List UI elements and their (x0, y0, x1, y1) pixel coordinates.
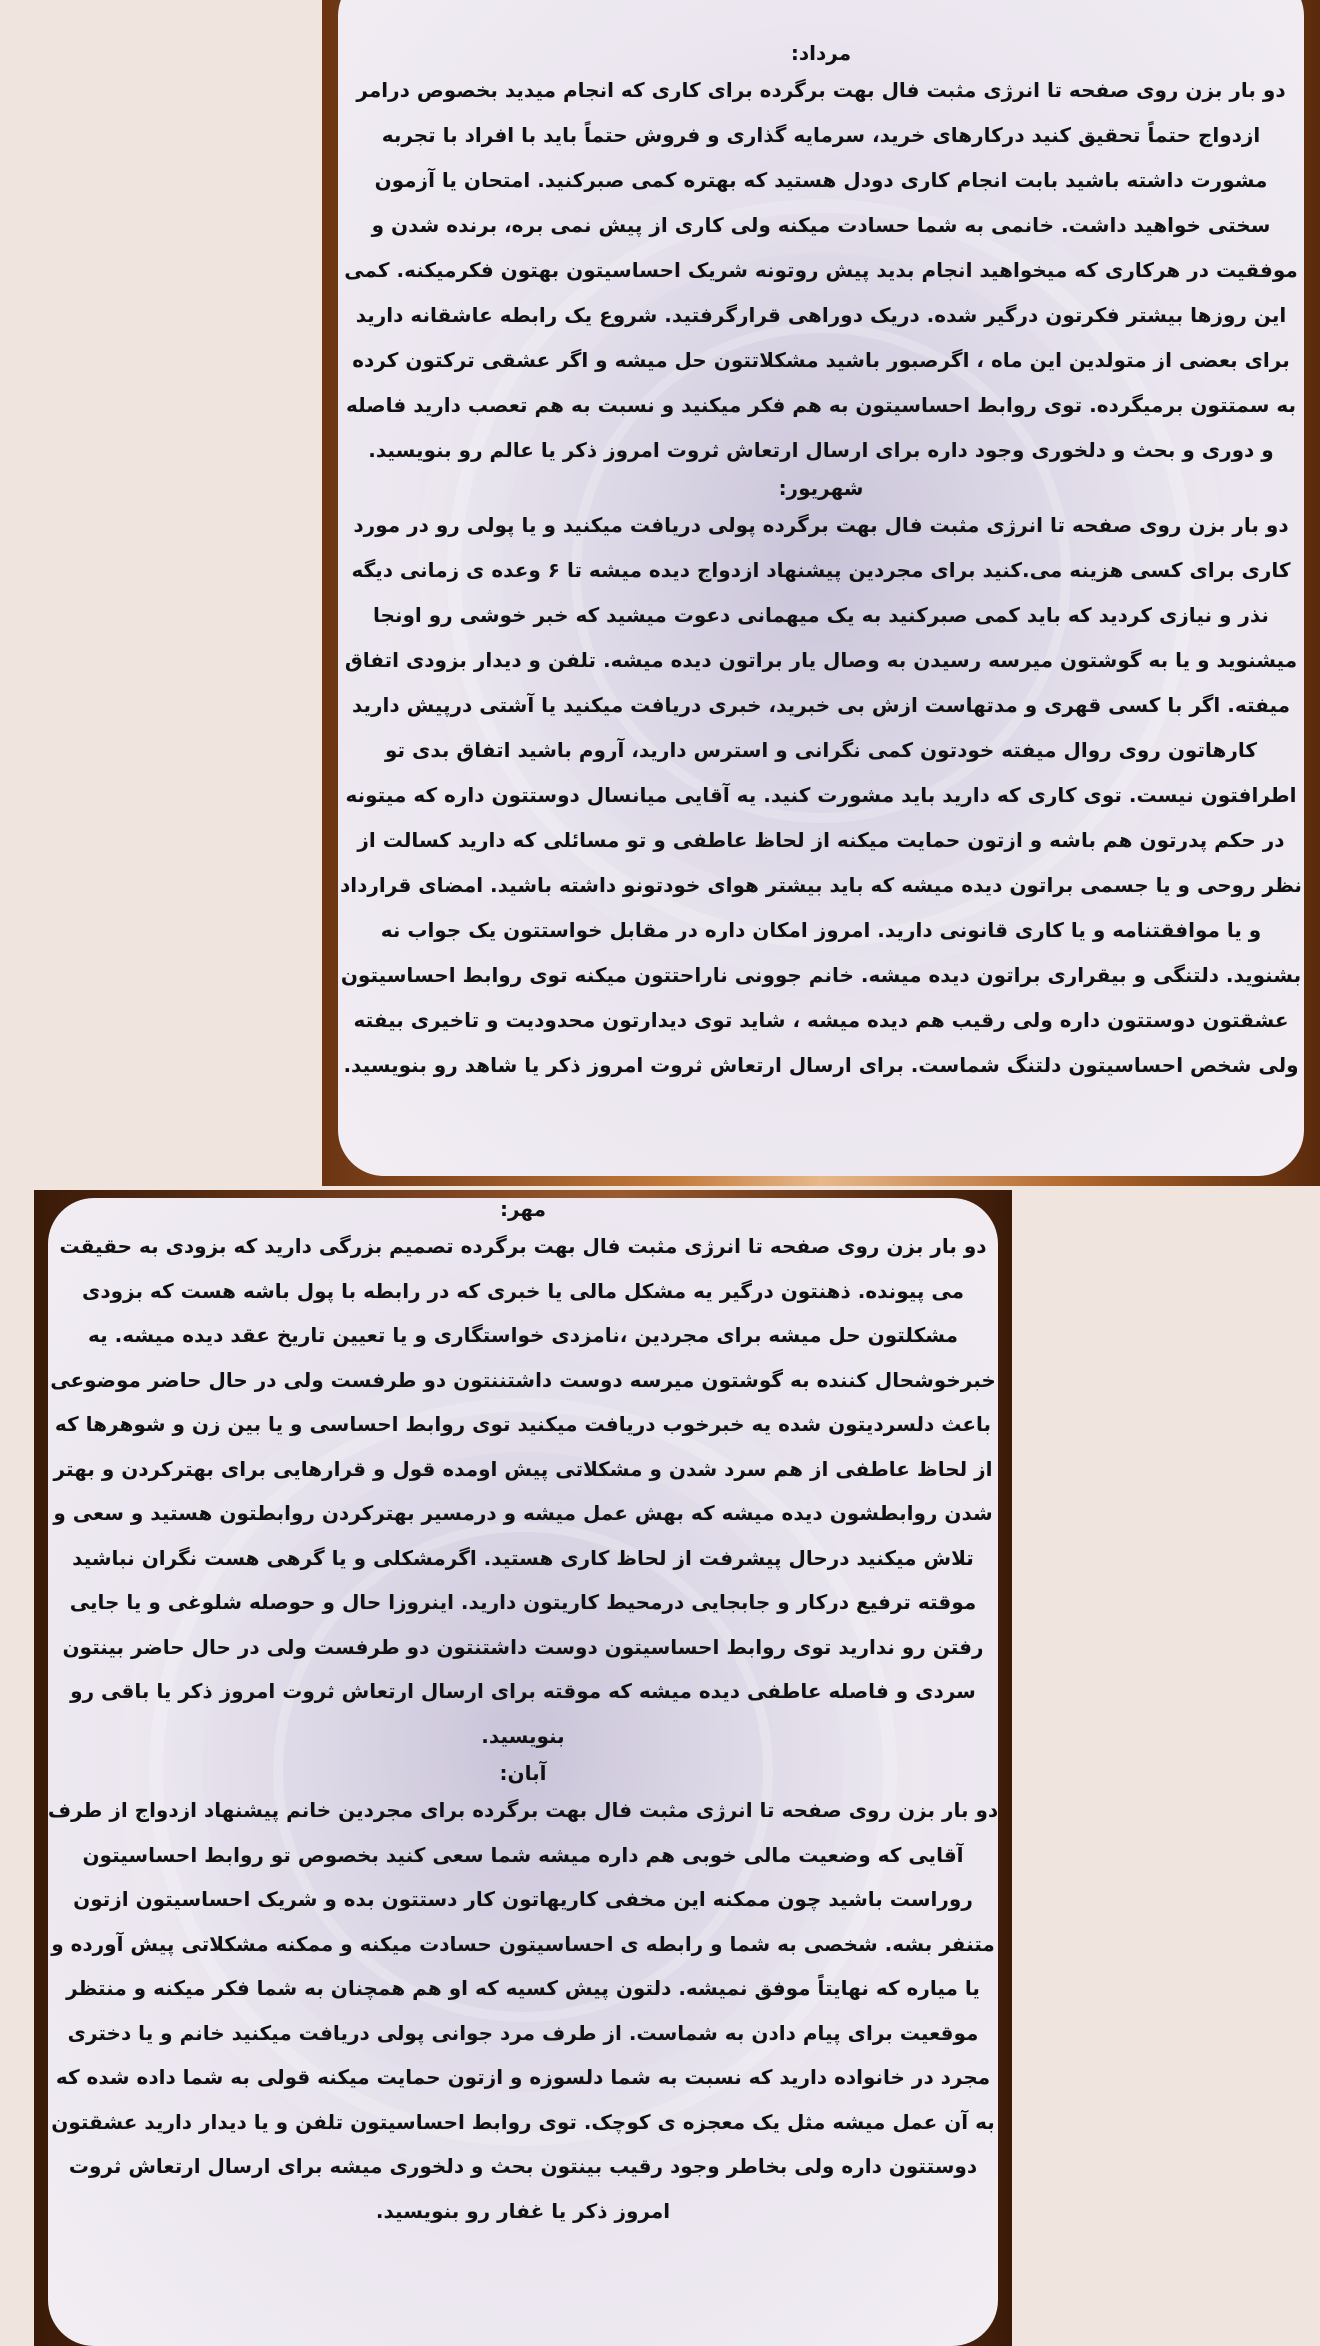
section-body: دو بار بزن روی صفحه تا انرژی مثبت فال بهت برگرده برای کاری که انجام میدید بخصوص درامر ازدواج حتماً تحقیق کنید درکارهای خرید، سرمایه گذاری و فروش حتماً باید با افراد با تجربه مشورت داشته باشید بابت انجام کاری دودل هستید که بهتره کمی صبرکنید. امتحان یا آزمون سختی خواهید داشت. خانمی به شما حسادت میکنه ولی کاری از پیش نمی بره، برنده شدن و موفقیت در هرکاری که میخواهید انجام بدید پیش روتونه شریک احساسیتون بهتون فکرمیکنه. کمی این روزها بیشتر فکرتون درگیر شده. دریک دوراهی قرارگرفتید. شروع یک رابطه عاشقانه دارید برای بعضی از متولدین این ماه ، اگرصبور باشید مشکلاتتون حل میشه و اگر عشقی ترکتون کرده به سمتتون برمیگرده. توی روابط احساسیتون به هم فکر میکنید و نسبت به هم تعصب دارید فاصله و دوری و بحث و دلخوری وجود داره برای ارسال ارتعاش ثروت امروز ذکر یا عالم رو بنویسید. (344, 78, 1298, 462)
section-body: دو بار بزن روی صفحه تا انرژی مثبت فال بهت برگرده برای مجردین خانم پیشنهاد ازدواج از طرف آقایی که وضعیت مالی خوبی هم داره میشه شما سعی کنید بخصوص تو روابط احساسیتون روراست باشید چون ممکنه این مخفی کاریهاتون کار دستتون بده و شریک احساسیتون ازتون متنفر بشه. شخصی به شما و رابطه ی احساسیتون حسادت میکنه و ممکنه مشکلاتی پیش آورده و یا میاره که نهایتاً موفق نمیشه. دلتون پیش کسیه که او هم همچنان به شما فکر میکنه و منتظر موقعیت برای پیام دادن به شماست. از طرف مرد جوانی پولی دریافت میکنید خانم و یا دختری مجرد در خانواده دارید که نسبت به شما دلسوزه و ازتون حمایت میکنه قولی به شما داده شده که به آن عمل میشه مثل یک معجزه ی کوچک. توی روابط احساسیتون تلفن و یا دیدار دارید عشقتون دوستتون داره ولی بخاطر وجود رقیب بینتون بحث و دلخوری میشه برای ارسال ارتعاش ثروت امروز ذکر یا غفار رو بنویسید. (47, 1798, 999, 2223)
section-mordad (340, 38, 1302, 473)
section-title: مرداد: (790, 41, 852, 65)
section-body: دو بار بزن روی صفحه تا انرژی مثبت فال بهت برگرده پولی دریافت میکنید و یا پولی رو در مورد کاری برای کسی هزینه می.کنید برای مجردین پیشنهاد ازدواج دیده میشه تا ۶ وعده ی زمانی دیگه نذر و نیازی کردید که باید کمی صبرکنید به یک میهمانی دعوت میشید که خبر خوشی رو اونجا میشنوید و یا به گوشتون میرسه رسیدن به وصال یار براتون دیده میشه. تلفن و دیدار بزودی اتفاق میفته. اگر با کسی قهری و مدتهاست ازش بی خبرید، خبری دریافت میکنید یا آشتی درپیش دارید کارهاتون روی روال میفته خودتون کمی نگرانی و استرس دارید، آروم باشید اتفاق بدی تو اطرافتون نیست. توی کاری که دارید باید مشورت کنید. یه آقایی میانسال دوستتون داره که میتونه در حکم پدرتون هم باشه و ازتون حمایت میکنه از لحاظ عاطفی و تو مسائلی که دارید کسالت از نظر روحی و یا جسمی براتون دیده میشه که باید بیشتر هوای خودتونو داشته باشید. امضای قرارداد و یا موافقتنامه و یا کاری قانونی دارید. امروز امکان داره در مقابل خواستتون یک جواب نه بشنوید. دلتنگی و بیقراری براتون دیده میشه. خانم جوونی ناراحتتون میکنه توی روابط احساسیتون عشقتون دوستتون داره ولی رقیب هم دیده میشه ، شاید توی دیدارتون محدودیت و تاخیری بیفته ولی شخص احساسیتون دلتنگ شماست. برای ارسال ارتعاش ثروت امروز ذکر یا شاهد رو بنویسید. (340, 513, 1302, 1077)
section-body: دو بار بزن روی صفحه تا انرژی مثبت فال بهت برگرده تصمیم بزرگی دارید که بزودی به حقیقت می پیونده. ذهنتون درگیر یه مشکل مالی یا خبری که در رابطه با پول باشه هست که بزودی مشکلتون حل میشه برای مجردین ،نامزدی خواستگاری و یا تعیین تاریخ عقد دیده میشه. یه خبرخوشحال کننده به گوشتون میرسه دوست داشتننتون دو طرفست ولی در حال حاضر موضوعی باعث دلسردیتون شده یه خبرخوب دریافت میکنید توی روابط احساسی و یا بین زن و شوهرها که از لحاظ عاطفی از هم سرد شدن و مشکلاتی پیش اومده قول و قرارهایی برای بهترکردن و بهتر شدن روابطشون دیده میشه که بهش عمل میشه و درمسیر بهترکردن روابطتون هستید و سعی و تلاش میکنید درحال پیشرفت از لحاظ کاری هستید. اگرمشکلی و یا گرهی هست نگران نباشید موقته ترفیع درکار و جابجایی درمحیط کاریتون دارید. اینروزا حال و حوصله شلوغی و یا جایی رفتن رو ندارید توی روابط احساسیتون دوست داشتنتون دو طرفست ولی در حال حاضر بینتون سردی و فاصله عاطفی دیده میشه که موقته برای ارسال ارتعاش ثروت امروز ذکر یا باقی رو بنویسید. (50, 1234, 996, 1748)
section-mehr (46, 1194, 1000, 1758)
section-shahrivar (340, 473, 1302, 1088)
horoscope-image-top (322, 0, 1320, 1186)
section-title: شهریور: (778, 476, 864, 500)
section-aban (46, 1758, 1000, 2233)
section-title: آبان: (499, 1761, 547, 1785)
section-title: مهر: (499, 1197, 547, 1221)
horoscope-image-bottom (34, 1190, 1012, 2346)
card-content (322, 38, 1320, 1088)
card-content (34, 1194, 1012, 2233)
